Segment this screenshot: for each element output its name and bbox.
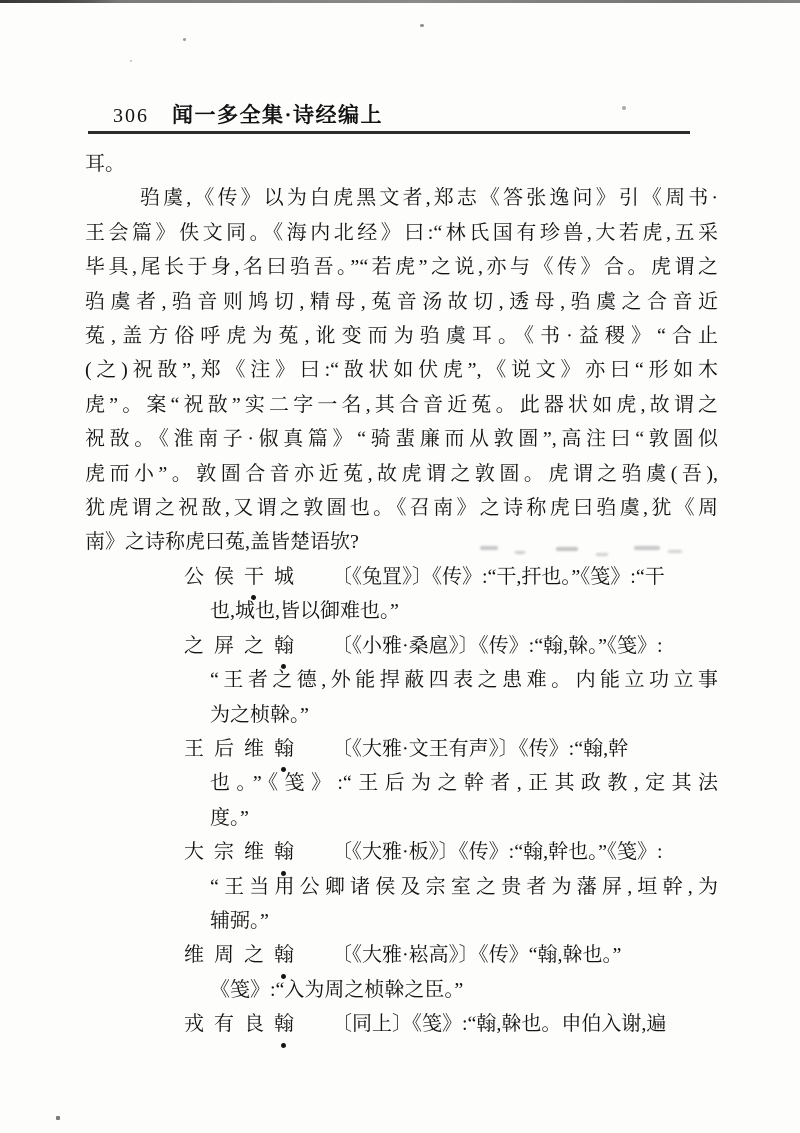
paragraph-line: 菟,盖方俗呼虎为菟,讹变而为驺虞耳。《书·益稷》“合止	[85, 325, 718, 348]
page-header	[113, 99, 383, 129]
entry-gloss-line: 度。”	[210, 806, 249, 829]
scan-noise-speck	[183, 38, 186, 41]
entry-headword	[184, 732, 304, 766]
paragraph-line: 驺虞,《传》以为白虎黑文者,郑志《答张逸问》引《周书·	[140, 187, 718, 210]
entry-source-and-gloss: 〔《大雅·文王有声》〕《传》:“翰,幹	[332, 737, 629, 760]
headword-char: 屏	[214, 634, 244, 657]
scan-noise-smudge	[556, 547, 578, 551]
headword-char: 公	[184, 565, 214, 588]
headword-char-emphasis-dot: 翰	[274, 938, 304, 972]
headword-char: 良	[244, 1013, 274, 1036]
headword-char: 之	[244, 634, 274, 657]
headword-char-emphasis-dot: 翰	[274, 732, 304, 766]
paragraph-line: 南》之诗称虎曰菟,盖皆楚语欤?	[85, 531, 359, 554]
entry-gloss-line: 《笺》:“入为周之桢榦之臣。”	[210, 978, 464, 1001]
headword-char: 之	[244, 944, 274, 967]
entry-headword	[184, 1007, 304, 1041]
paragraph-line: (之)祝敔”,郑《注》曰:“敔状如伏虎”,《说文》亦曰“形如木	[85, 359, 718, 382]
scan-noise-speck	[56, 1116, 60, 1120]
entry-headword-line	[85, 560, 718, 594]
entry-headword-line	[85, 732, 718, 766]
entry-headword	[184, 835, 304, 869]
entry-source-and-gloss: 〔《小雅·桑扈》〕《传》:“翰,榦。”《笺》:	[332, 634, 663, 657]
paragraph-line: 毕具,尾长于身,名曰驺吾。”“若虎”之说,亦与《传》合。虎谓之	[85, 256, 718, 279]
scan-noise-speck	[622, 106, 626, 110]
entry-headword	[184, 938, 304, 972]
page-number: 306	[113, 105, 149, 127]
scan-noise-speck	[420, 24, 424, 27]
headword-char-emphasis-dot: 干	[244, 560, 274, 594]
paragraph-line: 虎而小”。敦圄合音亦近菟,故虎谓之敦圄。虎谓之驺虞(吾),	[85, 462, 718, 485]
entry-source-and-gloss: 〔《大雅·板》〕《传》:“翰,幹也。”《笺》:	[332, 841, 663, 864]
headword-char: 后	[214, 737, 244, 760]
running-title: 闻一多全集·诗经编上	[172, 103, 384, 127]
headword-char: 大	[184, 841, 214, 864]
headword-char: 王	[184, 737, 214, 760]
headword-char: 城	[274, 565, 304, 588]
scan-noise-smudge	[515, 551, 525, 554]
scan-noise-smudge	[668, 550, 682, 553]
paragraph-line: 虎”。案“祝敔”实二字一名,其合音近菟。此器状如虎,故谓之	[85, 393, 718, 416]
headword-char-emphasis-dot: 翰	[274, 1007, 304, 1041]
paragraph-line: 犹虎谓之祝敔,又谓之敦圄也。《召南》之诗称虎曰驺虞,犹《周	[85, 497, 718, 520]
entry-source-and-gloss: 〔同上〕《笺》:“翰,榦也。申伯入谢,遍	[332, 1013, 667, 1036]
headword-char: 有	[214, 1013, 244, 1036]
headword-char: 维	[244, 841, 274, 864]
headword-char: 周	[214, 944, 244, 967]
headword-char: 宗	[214, 841, 244, 864]
paragraph-line: 祝敔。《淮南子·俶真篇》“骑蜚廉而从敦圄”,高注曰“敦圄似	[85, 428, 718, 451]
headword-char: 之	[184, 634, 214, 657]
entry-headword-line	[85, 1007, 718, 1041]
headword-char: 维	[184, 944, 214, 967]
header-rule	[88, 131, 690, 134]
scan-edge-artifact	[0, 0, 800, 3]
scan-noise-smudge	[596, 553, 608, 556]
entry-gloss-line: 也,城也,皆以御难也。”	[210, 600, 399, 623]
entry-headword-line	[85, 835, 718, 869]
scan-noise-smudge	[480, 546, 498, 550]
headword-char-emphasis-dot: 翰	[274, 629, 304, 663]
entry-gloss-line: “王当用公卿诸侯及宗室之贵者为藩屏,垣幹,为	[210, 875, 718, 898]
entry-gloss-line: “王者之德,外能捍蔽四表之患难。内能立功立事	[210, 669, 718, 692]
entry-headword-line	[85, 629, 718, 663]
entry-gloss-line: 辅弼。”	[210, 909, 269, 932]
entry-source-and-gloss: 〔《大雅·崧高》〕《传》“翰,榦也。”	[332, 944, 622, 967]
entry-headword-line	[85, 938, 718, 972]
entry-gloss-line: 也。”《笺》:“王后为之幹者,正其政教,定其法	[210, 772, 718, 795]
page-body	[85, 147, 718, 1042]
scan-noise-smudge	[634, 546, 660, 550]
scan-noise-speck	[130, 60, 132, 62]
entry-gloss-line: 为之桢榦。”	[210, 703, 309, 726]
paragraph-line: 王会篇》佚文同。《海内北经》曰:“林氏国有珍兽,大若虎,五采	[85, 221, 718, 244]
headword-char: 戎	[184, 1013, 214, 1036]
paragraph-opening-line: 耳。	[85, 153, 125, 175]
entry-source-and-gloss: 〔《兔罝》〕《传》:“干,扞也。”《笺》:“干	[332, 565, 665, 588]
paragraph-line: 驺虞者,驺音则鸠切,精母,菟音汤故切,透母,驺虞之合音近	[85, 290, 718, 313]
headword-char: 侯	[214, 565, 244, 588]
headword-char: 维	[244, 737, 274, 760]
entry-headword	[184, 560, 304, 594]
entry-headword	[184, 629, 304, 663]
headword-char-emphasis-dot: 翰	[274, 835, 304, 869]
